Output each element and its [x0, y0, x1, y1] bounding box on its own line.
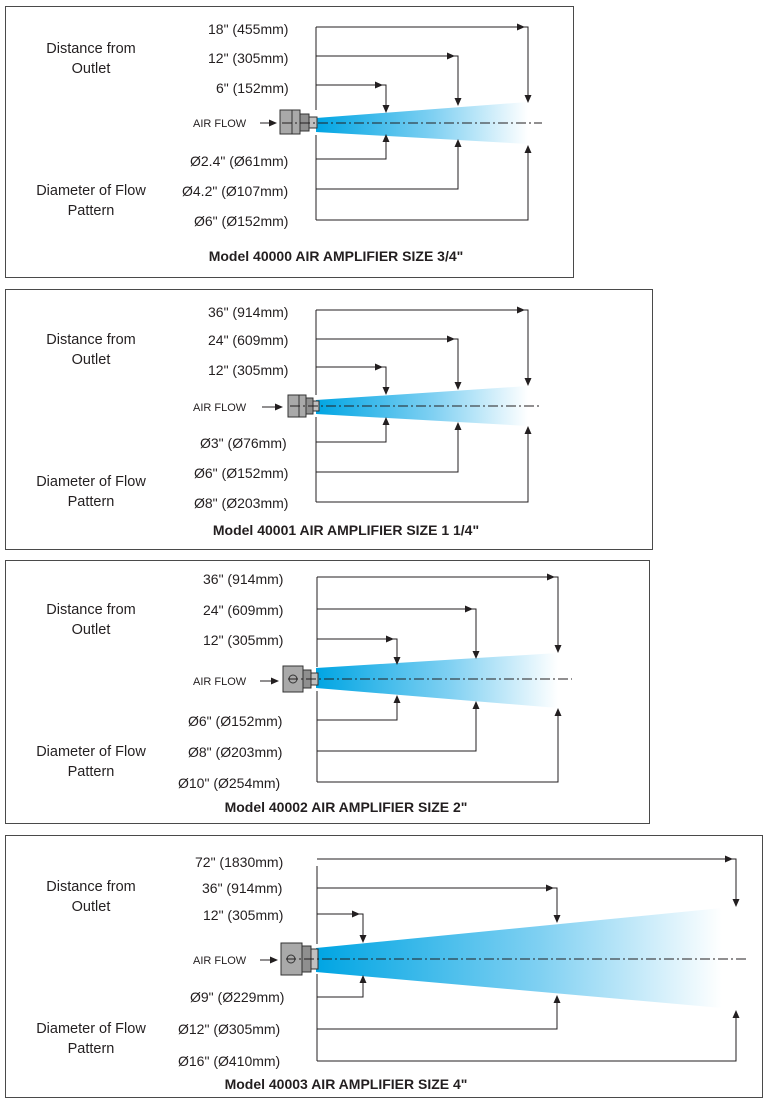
panel-model-40002	[5, 560, 650, 824]
diameter-value-3: Ø6" (Ø152mm)	[194, 213, 289, 229]
diameter-value-1: Ø2.4" (Ø61mm)	[190, 153, 289, 169]
air-flow-label: AIR FLOW	[193, 676, 247, 688]
distance-label-line1: Distance from	[46, 41, 136, 57]
distance-label-line2: Outlet	[71, 622, 111, 638]
diameter-value-3: Ø16" (Ø410mm)	[178, 1053, 281, 1069]
distance-label-line2: Outlet	[71, 899, 111, 915]
distance-dimension-lines	[317, 577, 558, 667]
diameter-label-line2: Pattern	[67, 764, 115, 780]
distance-dimension-lines	[316, 27, 528, 112]
distance-label-line1: Distance from	[46, 879, 136, 895]
diameter-label-line2: Pattern	[67, 494, 115, 510]
panel-title: Model 40003 AIR AMPLIFIER SIZE 4"	[224, 1076, 468, 1092]
diameter-value-1: Ø9" (Ø229mm)	[190, 989, 285, 1005]
diameter-value-2: Ø12" (Ø305mm)	[178, 1021, 281, 1037]
diameter-value-2: Ø6" (Ø152mm)	[194, 465, 289, 481]
diameter-dimension-lines	[316, 135, 528, 220]
diameter-value-1: Ø3" (Ø76mm)	[200, 435, 287, 451]
flow-diagram-40003	[6, 836, 764, 1099]
air-flow-label: AIR FLOW	[193, 955, 247, 967]
diameter-value-3: Ø10" (Ø254mm)	[178, 775, 281, 791]
diameter-label-line2: Pattern	[67, 203, 115, 219]
air-flow-label: AIR FLOW	[193, 118, 247, 130]
panel-title: Model 40000 AIR AMPLIFIER SIZE 3/4"	[208, 248, 464, 264]
distance-label-line1: Distance from	[46, 332, 136, 348]
flow-diagram-40000	[6, 7, 575, 279]
flow-diagram-40002	[6, 561, 651, 825]
diameter-dimension-lines	[316, 417, 528, 502]
diameter-label-line1: Diameter of Flow	[36, 183, 146, 199]
diameter-label-line1: Diameter of Flow	[36, 474, 146, 490]
distance-value-1: 72" (1830mm)	[195, 854, 284, 870]
flow-pattern-cone	[316, 908, 722, 1008]
distance-value-2: 36" (914mm)	[202, 880, 283, 896]
distance-value-3: 6" (152mm)	[216, 80, 289, 96]
diameter-label-line1: Diameter of Flow	[36, 744, 146, 760]
diameter-label-line1: Diameter of Flow	[36, 1021, 146, 1037]
distance-value-2: 12" (305mm)	[208, 50, 289, 66]
distance-value-2: 24" (609mm)	[208, 332, 289, 348]
panel-model-40001	[5, 289, 653, 550]
diameter-value-2: Ø8" (Ø203mm)	[188, 744, 283, 760]
distance-label-line1: Distance from	[46, 602, 136, 618]
diameter-label-line2: Pattern	[67, 1041, 115, 1057]
distance-label-line2: Outlet	[71, 352, 111, 368]
air-flow-label: AIR FLOW	[193, 402, 247, 414]
flow-diagram-40001	[6, 290, 654, 551]
panel-title: Model 40001 AIR AMPLIFIER SIZE 1 1/4"	[212, 522, 480, 538]
diameter-value-2: Ø4.2" (Ø107mm)	[182, 183, 289, 199]
flow-pattern-cone	[316, 653, 558, 708]
distance-value-2: 24" (609mm)	[203, 602, 284, 618]
distance-value-3: 12" (305mm)	[203, 907, 284, 923]
panel-model-40003	[5, 835, 763, 1098]
distance-value-3: 12" (305mm)	[203, 632, 284, 648]
diameter-value-3: Ø8" (Ø203mm)	[194, 495, 289, 511]
distance-value-1: 36" (914mm)	[203, 571, 284, 587]
distance-label-line2: Outlet	[71, 61, 111, 77]
distance-dimension-lines	[316, 310, 528, 395]
distance-value-1: 18" (455mm)	[208, 21, 289, 37]
air-amplifier-icon	[280, 110, 317, 134]
panel-model-40000	[5, 6, 574, 278]
distance-value-3: 12" (305mm)	[208, 362, 289, 378]
diameter-value-1: Ø6" (Ø152mm)	[188, 713, 283, 729]
panel-title: Model 40002 AIR AMPLIFIER SIZE 2"	[224, 799, 468, 815]
distance-value-1: 36" (914mm)	[208, 304, 289, 320]
